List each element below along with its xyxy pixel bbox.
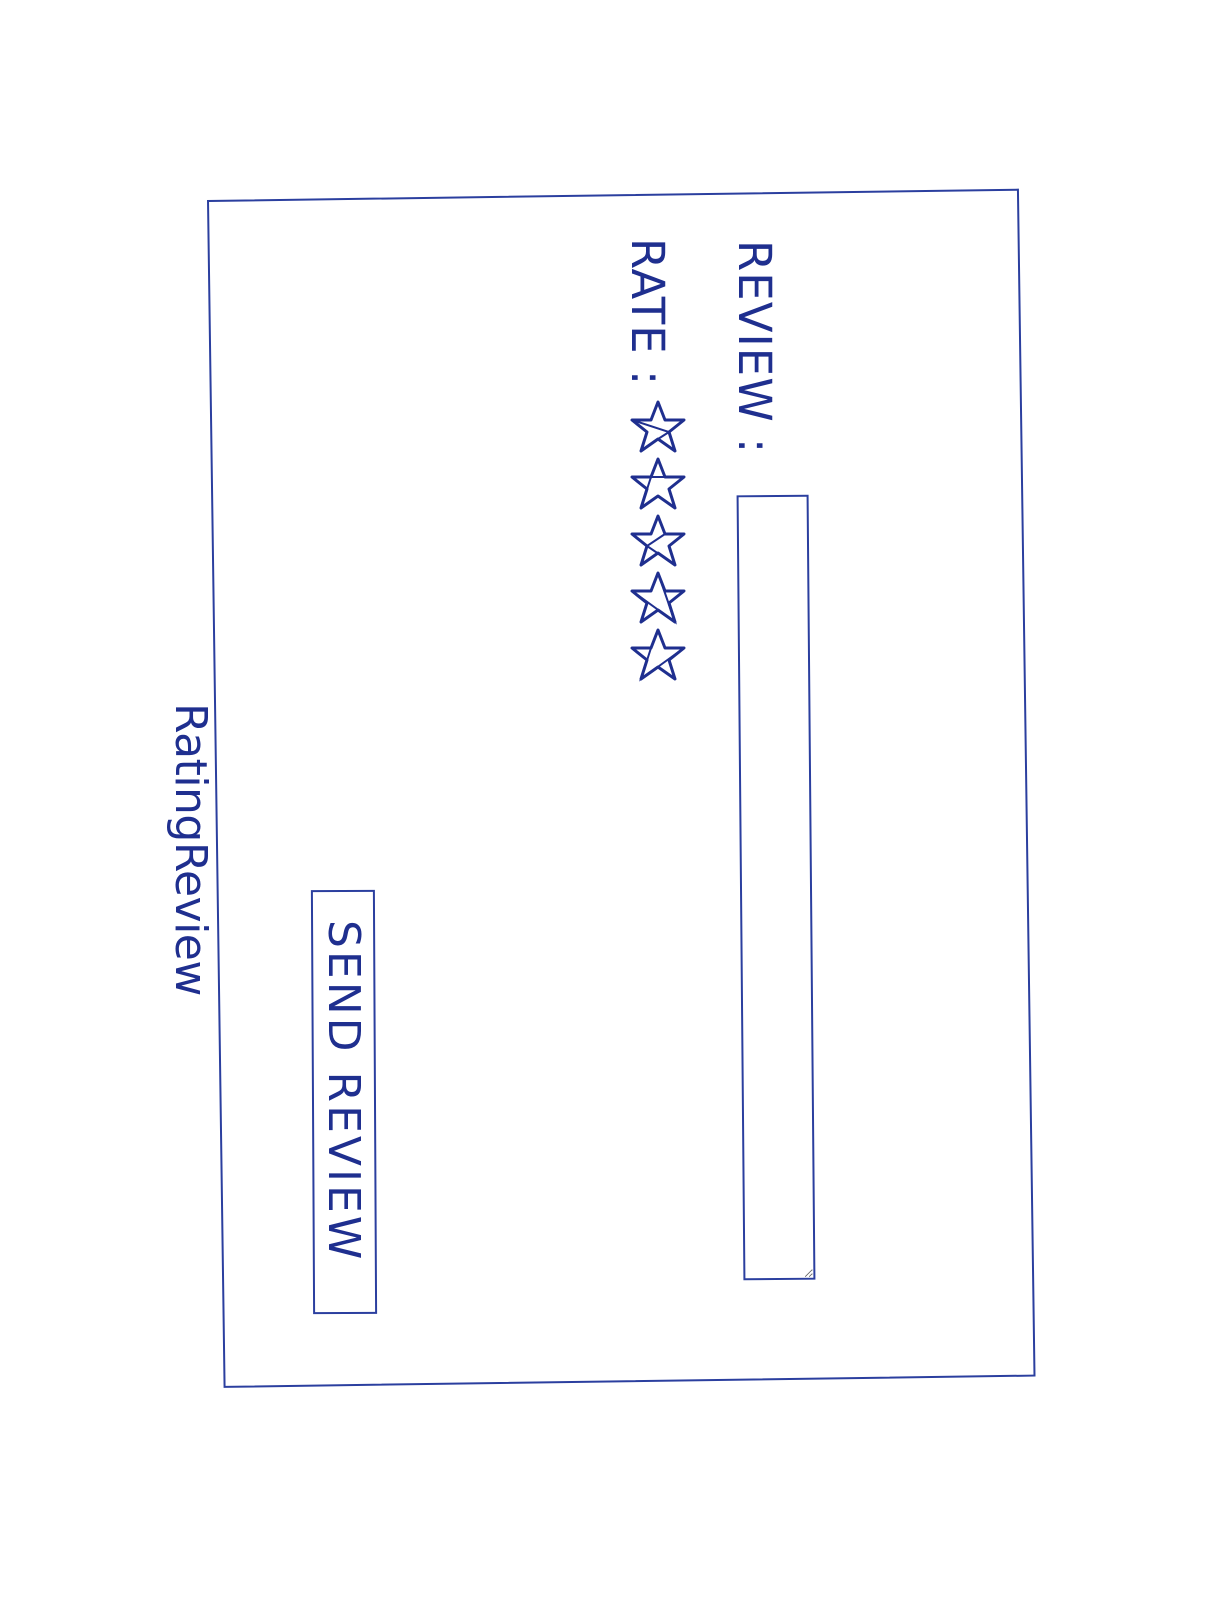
star-outline-icon [628,455,688,513]
star-outline-icon [628,512,688,570]
star-2[interactable] [628,455,688,513]
review-input[interactable] [737,495,816,1281]
screen-caption: RatingReview [165,703,216,996]
send-review-button-label: SEND REVIEW [318,920,369,1263]
star-5[interactable] [628,626,688,684]
star-rating [628,398,688,688]
star-3[interactable] [628,512,688,570]
rate-label: RATE : [621,238,674,387]
review-label: REVIEW : [728,240,781,455]
star-outline-icon [628,626,688,684]
star-outline-icon [628,569,688,627]
star-4[interactable] [628,569,688,627]
star-outline-icon [628,398,688,456]
star-1[interactable] [628,398,688,456]
